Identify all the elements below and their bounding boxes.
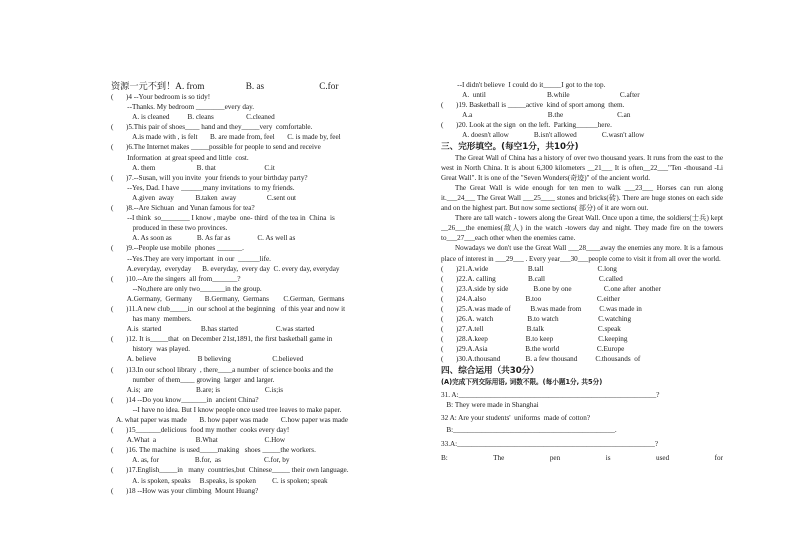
- left-line-25: A.is started B.has started C.was started: [111, 325, 315, 334]
- left-line-34: A. what paper was made B. how paper was made C.how paper was made: [111, 416, 348, 424]
- dialogue-line-4: B:_____________________________________________.: [441, 425, 617, 434]
- left-line-18: --Yes.They are very important in our ______life.: [111, 254, 271, 263]
- right-column: [441, 80, 723, 463]
- left-line-37: ( )16. The machine is used_____making shoes _____the workers.: [111, 446, 316, 455]
- right-line-5: ( )20. Look at the sign on the left. Parking______here.: [441, 121, 612, 130]
- cloze-paragraph-1: The Great Wall of China has a history of over two thousand years. It runs from the east to the west in North China. It is about 6,300 kilometers __21___ It is often__22___"Ten -thousand -Li Great Wall". It is one of the "Seven Wonders(奇迹)" of the ancient world.: [441, 153, 723, 182]
- dialogue-line-5: 33.A:_______________________________________________________?: [441, 439, 659, 448]
- cloze-option-24: ( )24.A.also B.too C.either: [441, 294, 620, 303]
- left-line-12: A.given away B.taken away C.sent out: [111, 193, 297, 202]
- cloze-option-28: ( )28.A.keep B.to keep C.keeping: [441, 335, 628, 344]
- dialogue-line-3: 32 A: Are your students' uniforms made of cotton?: [441, 413, 591, 422]
- left-line-16: A. As soon as B. As far as C. As well as: [111, 234, 296, 243]
- left-line-24: has many members.: [111, 315, 192, 324]
- section-cloze-title: 三、完形填空。(每空1分，共10分): [441, 141, 579, 152]
- left-line-41: ( )18 --How was your climbing Mount Huang?: [111, 486, 259, 495]
- cloze-option-27: ( )27.A.tell B.talk C.speak: [441, 325, 621, 334]
- word: pen: [549, 454, 561, 462]
- word: is: [605, 454, 611, 462]
- right-line-3: ( )19. Basketball is _____active kind of sport among them.: [441, 101, 625, 110]
- left-line-17: ( )9.--People use mobile phones _______.: [111, 244, 244, 253]
- left-line-35: ( )15_______delicious food my mother cooks every day!: [111, 426, 290, 435]
- left-line-32: ( )14 --Do you know_______in ancient China?: [111, 395, 259, 404]
- cloze-paragraph-3: There are tall watch - towers along the Great Wall. Once upon a time, the soldiers(士兵) kept __26___the enemies(敌人) in the watch -towers day and night. They made fire on the towers to___27___each other when the enemies came.: [441, 214, 723, 243]
- right-line-1: --I didn't believe I could do it_____I got to the top.: [441, 81, 606, 89]
- left-line-22: A.Germany, Germany B.Germany, Germans C.German, Germans: [111, 294, 345, 303]
- left-line-6: A.is made with , is felt B. are made from, feel C. is made by, feel: [111, 133, 341, 142]
- left-line-19: A.everyday, everyday B. everyday, every day C. every day, everyday: [111, 264, 340, 273]
- cloze-option-30: ( )30.A.thousand B. a few thousand C.thousands of: [441, 355, 641, 364]
- cloze-option-23: ( )23.A.side by side B.one by one C.one after another: [441, 284, 661, 293]
- left-line-40: A. is spoken, speaks B.speaks, is spoken C. is spoken; speak: [111, 476, 328, 485]
- dialogue-line-2: B: They were made in Shanghai: [441, 400, 539, 409]
- section-comprehensive-title: 四、综合运用（共30分）: [441, 365, 539, 376]
- word: for: [714, 454, 723, 462]
- left-line-13: ( )8.--Are Sichuan and Yunan famous for tea?: [111, 204, 255, 213]
- left-line-1: 资源一元不到！A. from B. as C.for: [111, 81, 339, 91]
- cloze-option-22: ( )22.A. calling B.call C.called: [441, 274, 623, 283]
- left-line-30: number of them____ growing larger and larger.: [111, 375, 275, 384]
- cloze-option-21: ( )21.A.wide B.tall C.long: [441, 264, 617, 273]
- left-line-31: A.is; are B.are; is C.is;is: [111, 385, 284, 394]
- left-line-21: --No,there are only two_______in the group.: [111, 284, 262, 293]
- left-line-3: --Thanks. My bedroom ________every day.: [111, 103, 255, 112]
- cloze-option-26: ( )26.A. watch B.to watch C.watching: [441, 315, 632, 324]
- left-line-26: ( )12. It is_____that on December 21st,1891, the first basketball game in: [111, 335, 333, 344]
- left-line-33: --I have no idea. But I know people once used tree leaves to make paper.: [111, 405, 342, 414]
- left-column: [111, 80, 391, 496]
- word: The: [493, 454, 505, 462]
- left-line-14: --I think so________ I know , maybe one- third of the tea in China is: [111, 214, 335, 223]
- left-line-39: ( )17.English_____in many countries,but Chinese_____ their own language.: [111, 466, 349, 475]
- left-line-27: history was played.: [111, 345, 191, 354]
- right-line-6: A. doesn't allow B.isn't allowed C.wasn't allow: [441, 131, 645, 140]
- left-line-36: A.What a B.What C.How: [111, 436, 286, 445]
- right-line-4: A.a B.the C.an: [441, 111, 631, 120]
- left-line-4: A. is cleaned B. cleans C.cleaned: [111, 113, 275, 122]
- cloze-paragraph-2: The Great Wall is wide enough for ten men to walk ___23___ Horses can run along it.___24___ The Great Wall ___25____ stones and bricks(砖). There are huge stones on each side and on the highest part. But now some sections( 部分) of it are worn out.: [441, 183, 723, 213]
- left-line-10: ( )7.--Susan, will you invite your friends to your birthday party?: [111, 173, 308, 182]
- left-line-28: A. believe B believing C.believed: [111, 355, 304, 364]
- left-line-20: ( )10.--Are the singers all from_______?: [111, 274, 241, 283]
- left-line-2: ( )4 --Your bedroom is so tidy!: [111, 93, 211, 101]
- dialogue-line-1: 31. A:_______________________________________________________?: [441, 390, 660, 399]
- left-line-7: ( )6.The Internet makes _____possible for people to send and receive: [111, 143, 321, 152]
- last-answer-line: [441, 453, 723, 463]
- word: used: [655, 454, 670, 462]
- cloze-paragraph-4: Nowadays we don't use the Great Wall ___28____away the enemies any more. It is a famous place of interest in ___29___ . Every year___30___people come to visit it from all over the world.: [441, 244, 723, 263]
- left-line-15: produced in these two provinces.: [111, 224, 228, 233]
- subsection-a-title: (A)完成下列交际用语, 词数不限。(每小题1分, 共5分): [441, 377, 603, 386]
- left-line-8: Information at great speed and little cost.: [111, 153, 249, 162]
- left-line-38: A. as, for B.for, as C.for, by: [111, 456, 290, 465]
- word: B:: [441, 454, 448, 462]
- left-line-29: ( )13.In our school library , there____a number of science books and the: [111, 365, 334, 374]
- cloze-option-29: ( )29.A.Asia B.the world C.Europe: [441, 345, 625, 354]
- right-line-2: A. until B.while C.after: [441, 91, 640, 100]
- left-line-23: ( )11.A new club_____in our school at the beginning of this year and now it: [111, 304, 346, 313]
- left-line-11: --Yes, Dad. I have ______many invitations to my friends.: [111, 183, 295, 192]
- left-line-9: A. them B. that C.it: [111, 163, 275, 172]
- left-line-5: ( )5.This pair of shoes____ hand and they_____very comfortable.: [111, 123, 313, 132]
- cloze-option-25: ( )25.A.was made of B.was made from C.was made in: [441, 304, 642, 313]
